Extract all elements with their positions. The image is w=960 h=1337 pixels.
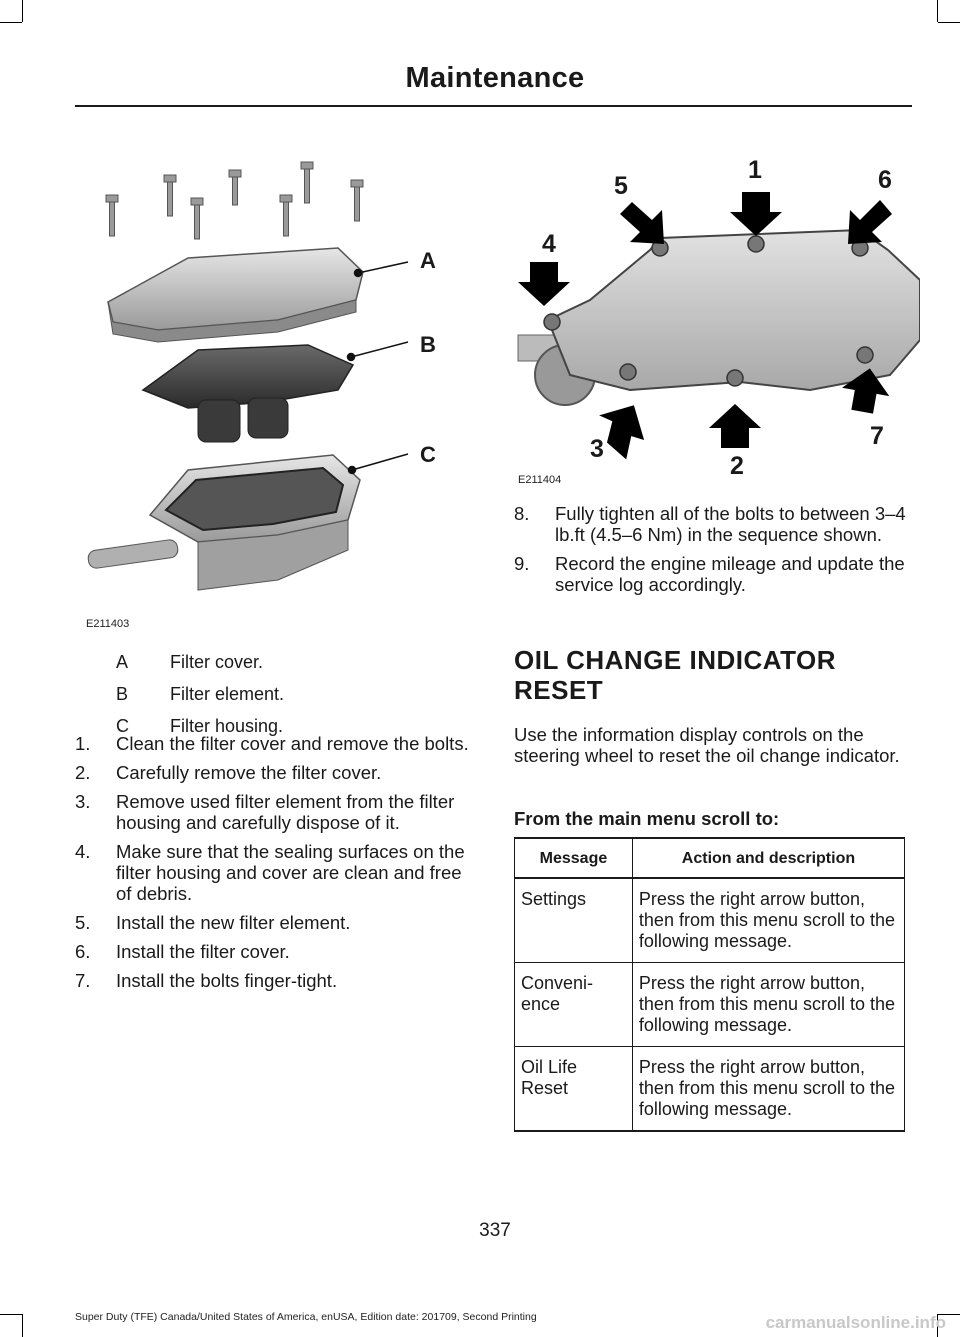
- message-cell: Settings: [515, 878, 633, 963]
- legend-letter: C: [116, 716, 129, 736]
- section-heading-line: OIL CHANGE INDICATOR: [514, 645, 837, 675]
- callout-a: A: [420, 248, 436, 273]
- step-item: [75, 791, 475, 833]
- header-rule: [75, 105, 912, 107]
- step-text: Fully tighten all of the bolts to between 3–4 lb.ft (4.5–6 Nm) in the sequence shown.: [555, 503, 906, 545]
- figure-code-left: E211403: [86, 618, 130, 630]
- step-item: [75, 941, 475, 962]
- column-header: Action and description: [632, 838, 904, 878]
- step-number: 5.: [75, 912, 91, 933]
- step-text: Carefully remove the filter cover.: [116, 762, 382, 783]
- table-row: [515, 878, 905, 963]
- table-header-row: [515, 838, 905, 878]
- sequence-label-4: 4: [542, 230, 556, 258]
- procedure-steps-right: [514, 503, 909, 603]
- step-number: 3.: [75, 791, 91, 812]
- filter-exploded-illustration: [78, 150, 478, 630]
- bolt-sequence-illustration: [510, 150, 920, 490]
- page-title: Maintenance: [405, 62, 585, 94]
- step-text: Record the engine mileage and update the service log accordingly.: [555, 553, 905, 595]
- step-item: [514, 503, 909, 545]
- sequence-label-6: 6: [878, 166, 892, 194]
- legend-text: Filter cover.: [170, 652, 264, 672]
- legend-row: [116, 652, 284, 684]
- message-cell: Conveni- ence: [515, 963, 633, 1047]
- footer-text: Super Duty (TFE) Canada/United States of America, enUSA, Edition date: 201709, Second Printing: [75, 1311, 537, 1323]
- crop-mark: [22, 0, 23, 22]
- watermark: carmanualsonline.info: [765, 1313, 946, 1332]
- crop-mark: [22, 1314, 23, 1337]
- section-heading: [514, 645, 914, 705]
- callout-b: B: [420, 332, 436, 357]
- legend-letter: B: [116, 684, 129, 704]
- legend-text: Filter element.: [170, 684, 285, 704]
- legend-text: Filter housing.: [170, 716, 284, 736]
- crop-mark: [937, 0, 938, 22]
- callout-c: C: [420, 442, 436, 467]
- action-cell: Press the right arrow button, then from this menu scroll to the following message.: [632, 878, 904, 963]
- step-item: [75, 970, 475, 991]
- sequence-label-2: 2: [730, 452, 744, 480]
- step-number: 7.: [75, 970, 91, 991]
- crop-mark: [0, 22, 22, 23]
- action-cell: Press the right arrow button, then from this menu scroll to the following message.: [632, 963, 904, 1047]
- sequence-label-1: 1: [748, 156, 762, 184]
- step-number: 6.: [75, 941, 91, 962]
- step-number: 2.: [75, 762, 91, 783]
- section-intro: Use the information display controls on the steering wheel to reset the oil change indicator.: [514, 724, 900, 766]
- step-item: [514, 553, 909, 595]
- filter-exploded-figure: [78, 150, 478, 630]
- step-number: 4.: [75, 841, 91, 862]
- step-number: 1.: [75, 733, 91, 754]
- crop-mark: [0, 1314, 22, 1315]
- section-heading-line: RESET: [514, 675, 604, 705]
- message-cell: Oil Life Reset: [515, 1047, 633, 1132]
- legend-row: [116, 684, 284, 716]
- step-text: Clean the filter cover and remove the bolts.: [116, 733, 469, 754]
- procedure-steps-left: [75, 733, 475, 999]
- step-item: [75, 912, 475, 933]
- step-item: [75, 841, 475, 904]
- sequence-label-7: 7: [870, 422, 884, 450]
- step-item: [75, 733, 475, 754]
- menu-table: [514, 837, 905, 1132]
- step-number: 9.: [514, 553, 530, 574]
- step-text: Install the filter cover.: [116, 941, 290, 962]
- column-header: Message: [515, 838, 633, 878]
- crop-mark: [938, 22, 960, 23]
- legend-letter: A: [116, 652, 129, 672]
- bolt-sequence-figure: [510, 150, 920, 490]
- step-text: Make sure that the sealing surfaces on the filter housing and cover are clean and free of debris.: [116, 841, 465, 904]
- table-row: [515, 963, 905, 1047]
- table-row: [515, 1047, 905, 1132]
- page-number: 337: [479, 1220, 511, 1241]
- step-item: [75, 762, 475, 783]
- step-text: Remove used filter element from the filter housing and carefully dispose of it.: [116, 791, 455, 833]
- action-cell: Press the right arrow button, then from this menu scroll to the following message.: [632, 1047, 904, 1132]
- scroll-instruction: From the main menu scroll to:: [514, 808, 780, 829]
- figure-code-right: E211404: [518, 474, 562, 486]
- sequence-label-5: 5: [614, 172, 628, 200]
- step-text: Install the bolts finger-tight.: [116, 970, 338, 991]
- sequence-label-3: 3: [590, 435, 604, 463]
- step-number: 8.: [514, 503, 530, 524]
- step-text: Install the new filter element.: [116, 912, 351, 933]
